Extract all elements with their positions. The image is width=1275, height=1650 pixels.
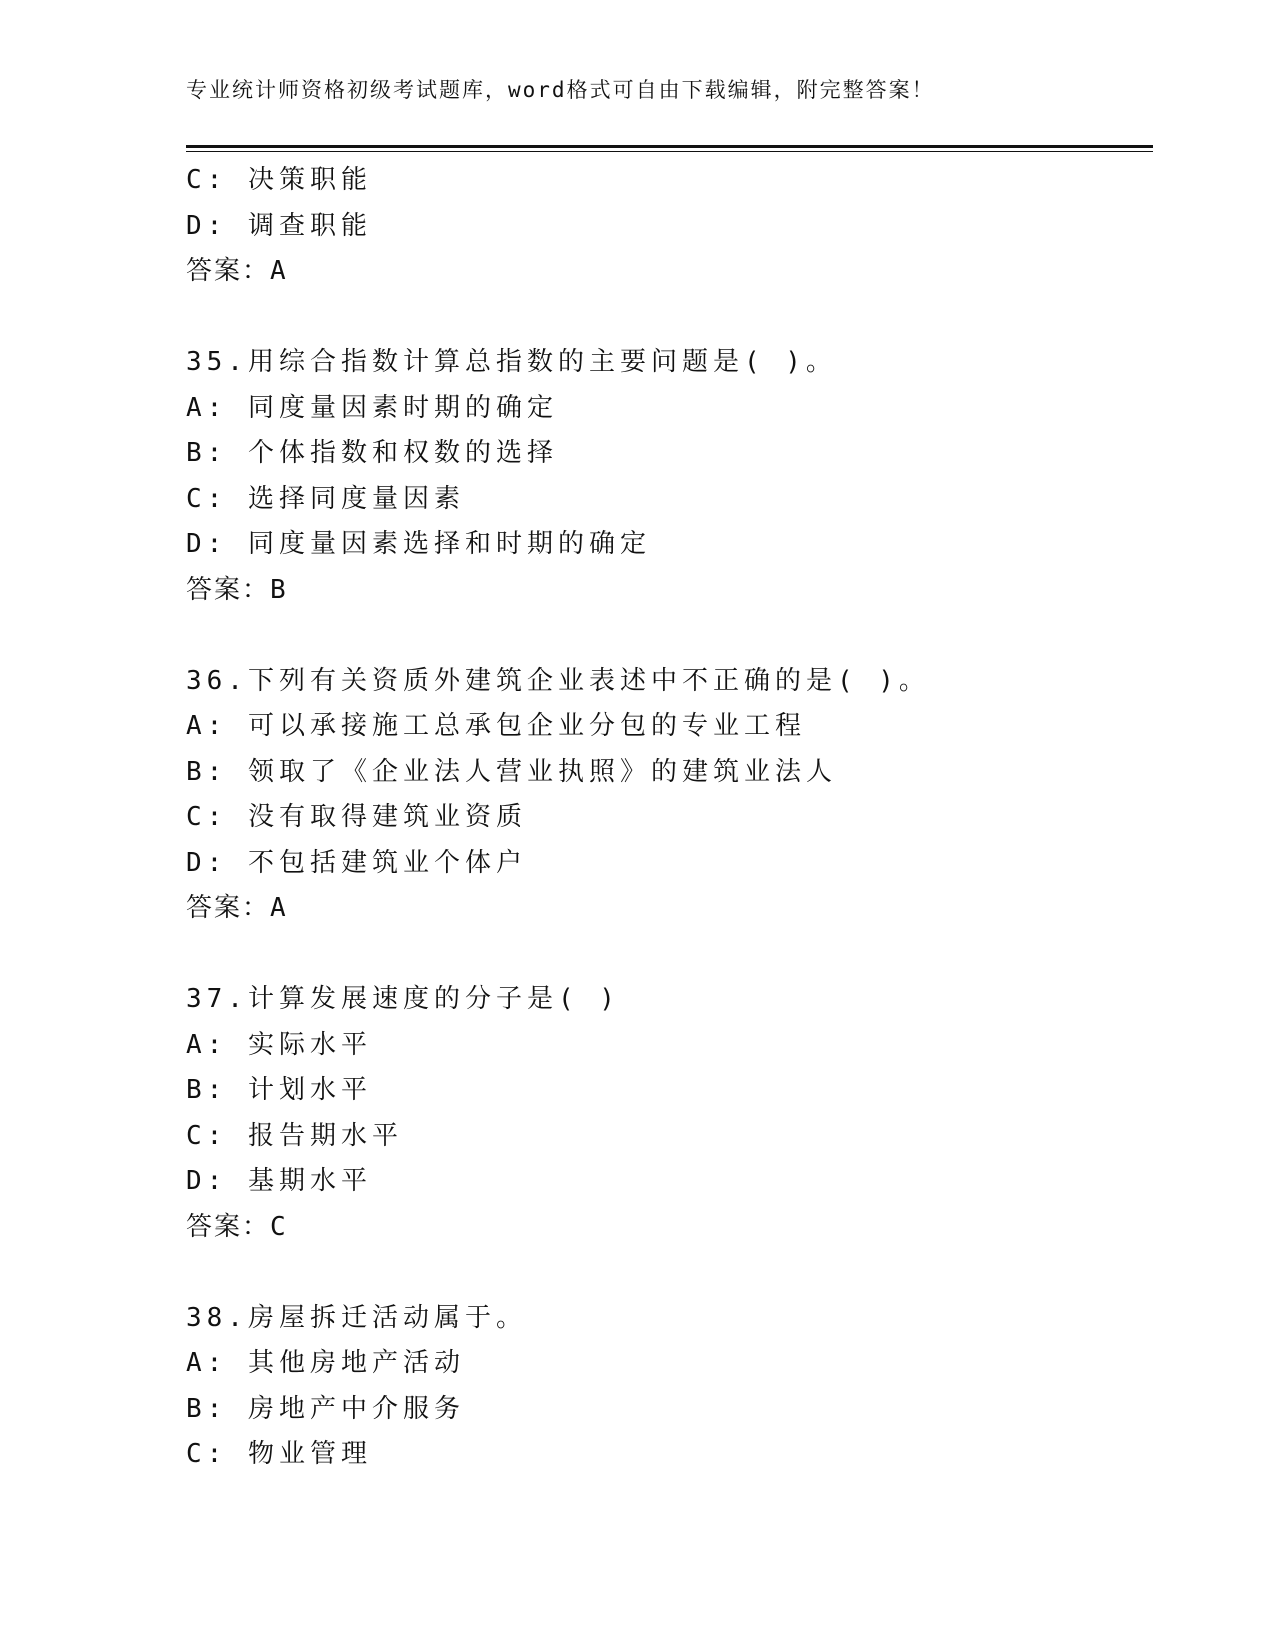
question-list: [186, 158, 1146, 1478]
question-stem: 35.用综合指数计算总指数的主要问题是( )。: [186, 347, 837, 377]
answer-line: 答案：C: [186, 1211, 288, 1242]
option-c: C: 没有取得建筑业资质: [186, 802, 527, 832]
answer-line: 答案：A: [186, 893, 288, 923]
question-stem: 36.下列有关资质外建筑企业表述中不正确的是( )。: [186, 665, 930, 696]
question-stem: 37.计算发展速度的分子是( ): [186, 984, 620, 1014]
option-a: A: 可以承接施工总承包企业分包的专业工程: [186, 711, 806, 741]
option-a: A: 其他房地产活动: [186, 1348, 465, 1378]
answer-line: 答案：B: [186, 574, 288, 605]
option-b: B: 领取了《企业法人营业执照》的建筑业法人: [186, 756, 837, 787]
option-c: C: 选择同度量因素: [186, 483, 465, 514]
option-c: C: 决策职能: [186, 165, 372, 195]
answer-line: 答案：A: [186, 256, 288, 286]
option-c: C: 报告期水平: [186, 1120, 403, 1151]
page-header: 专业统计师资格初级考试题库，word格式可自由下载编辑，附完整答案！: [186, 78, 935, 102]
option-a: A: 实际水平: [186, 1029, 372, 1060]
header-rule-thick: [186, 145, 1153, 148]
question-stem: 38.房屋拆迁活动属于。: [186, 1302, 527, 1333]
option-a: A: 同度量因素时期的确定: [186, 392, 558, 423]
header-rule-thin: [186, 151, 1153, 152]
option-d: D: 同度量因素选择和时期的确定: [186, 529, 651, 559]
option-d: D: 不包括建筑业个体户: [186, 847, 527, 878]
option-b: B: 房地产中介服务: [186, 1393, 465, 1424]
option-b: B: 计划水平: [186, 1075, 372, 1105]
option-c: C: 物业管理: [186, 1439, 372, 1469]
option-b: B: 个体指数和权数的选择: [186, 438, 558, 468]
option-d: D: 基期水平: [186, 1166, 372, 1196]
option-d: D: 调查职能: [186, 210, 372, 241]
